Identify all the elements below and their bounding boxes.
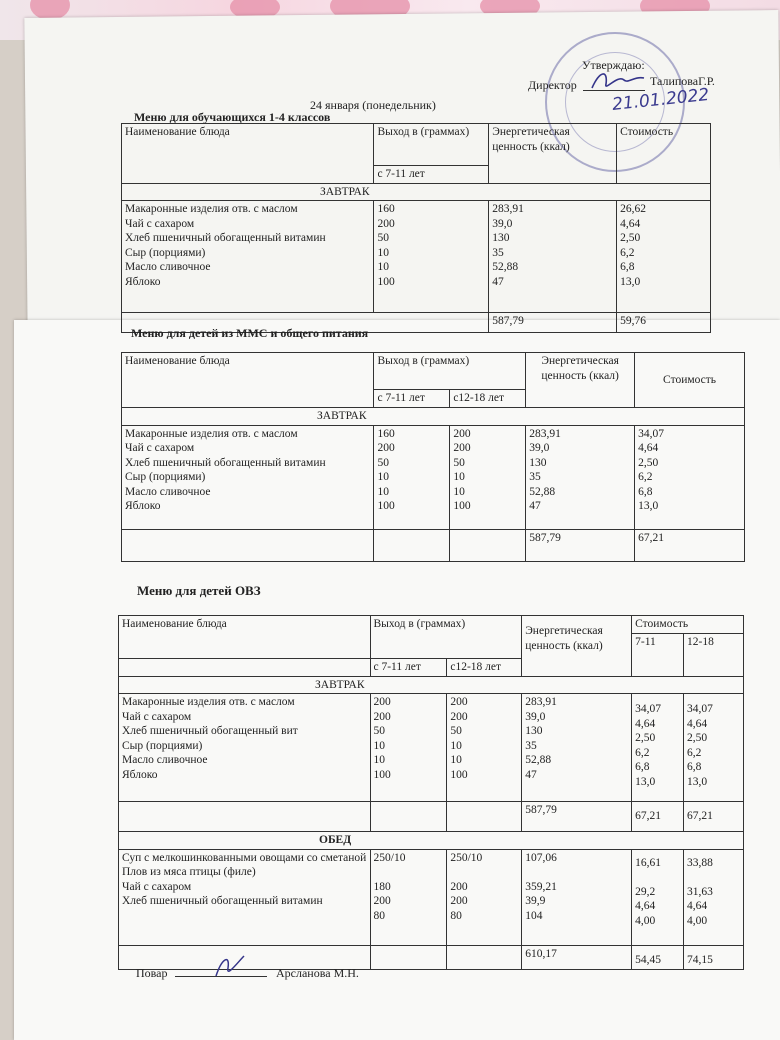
- dish-cost: 4,00: [635, 914, 656, 927]
- dish-name: Макаронные изделия отв. с маслом: [122, 696, 295, 708]
- dish-kcal: 130: [492, 232, 510, 244]
- dish-yield: 250/10: [373, 851, 406, 864]
- total-cost: 54,45: [632, 945, 684, 969]
- dish-kcal: 39,0: [525, 710, 546, 723]
- header-cost: Стоимость: [617, 124, 711, 184]
- dish-name: Хлеб пшеничный обогащенный витамин: [125, 456, 326, 469]
- dish-cost: 13,0: [620, 275, 641, 288]
- dish-yield: 250/10: [450, 851, 483, 864]
- dish-cost: 13,0: [635, 775, 656, 788]
- dish-name: Плов из мяса птицы (филе): [122, 866, 256, 878]
- meal-lunch: ОБЕД: [119, 832, 744, 850]
- dish-kcal: 35: [492, 246, 504, 259]
- dish-cost: 6,2: [638, 471, 653, 483]
- header-cost-7-11: 7-11: [632, 633, 684, 676]
- dish-cost: 13,0: [687, 775, 708, 788]
- dish-kcal: 283,91: [525, 696, 557, 708]
- meal-breakfast: ЗАВТРАК: [122, 183, 711, 201]
- header-energy: Энергетическая ценность (ккал): [526, 353, 635, 408]
- dish-yield: 100: [453, 500, 471, 512]
- director-signature-icon: [588, 66, 648, 94]
- dish-name: Хлеб пшеничный обогащенный витамин: [125, 232, 326, 244]
- dish-cost: 2,50: [635, 732, 656, 744]
- dish-cost: 29,2: [635, 885, 656, 898]
- total-cost: 67,21: [632, 802, 684, 832]
- dish-kcal: 52,88: [492, 261, 519, 273]
- dish-cost: 6,8: [635, 761, 650, 773]
- cook-label: Повар: [136, 966, 168, 980]
- dish-cost: 6,8: [687, 761, 702, 773]
- director-name: ТалиповаГ.Р.: [650, 74, 715, 88]
- dish-yield: 50: [453, 456, 465, 469]
- dish-kcal: 47: [529, 500, 541, 512]
- dish-kcal: 130: [525, 725, 543, 737]
- section2-title: Меню для детей из ММС и общего питания: [131, 326, 369, 340]
- dish-cost: 6,2: [635, 746, 650, 759]
- dish-yield: 200: [373, 696, 391, 708]
- header-age-7-11: с 7-11 лет: [374, 166, 489, 184]
- dish-yield: 200: [453, 442, 471, 454]
- dish-kcal: 35: [525, 739, 537, 752]
- meal-breakfast: ЗАВТРАК: [122, 408, 745, 426]
- dish-yield: 100: [377, 275, 395, 288]
- dish-cost: 34,07: [635, 703, 661, 715]
- total-cost: 67,21: [684, 802, 744, 832]
- header-age-12-18: с12-18 лет: [447, 659, 522, 677]
- header-age-7-11: с 7-11 лет: [370, 659, 447, 677]
- dish-name: Суп с мелкошинкованными овощами со сметаной: [122, 851, 367, 864]
- dish-yield: 50: [377, 232, 389, 244]
- dish-name: Масло сливочное: [125, 485, 211, 498]
- dish-name: Макаронные изделия отв. с маслом: [125, 203, 298, 215]
- header-age-12-18: с12-18 лет: [450, 390, 526, 408]
- dish-yield: 10: [377, 485, 389, 498]
- header-cost: Стоимость: [632, 616, 744, 634]
- dish-cost: 4,64: [620, 217, 641, 230]
- dish-name: Макаронные изделия отв. с маслом: [125, 427, 298, 440]
- dish-kcal: 52,88: [529, 485, 556, 498]
- section2-table: [121, 352, 745, 562]
- dish-yield: 160: [377, 203, 395, 215]
- dish-yield: 10: [453, 471, 465, 483]
- header-yield: Выход в (граммах): [370, 616, 522, 659]
- cook-name: Арсланова М.Н.: [276, 966, 359, 980]
- total-kcal: 587,79: [526, 529, 635, 561]
- dish-name: Яблоко: [125, 500, 161, 512]
- header-dish-name: Наименование блюда: [119, 616, 371, 659]
- menu-date: 24 января (понедельник): [310, 98, 436, 112]
- dish-name: Яблоко: [122, 768, 158, 781]
- dish-yield: 200: [377, 442, 395, 454]
- dish-name: Хлеб пшеничный обогащенный вит: [122, 725, 298, 737]
- dish-cost: 4,64: [687, 717, 708, 730]
- dish-yield: 200: [377, 217, 395, 230]
- dish-yield: 10: [373, 754, 385, 766]
- dish-yield: 100: [450, 768, 468, 781]
- header-dish-name: Наименование блюда: [122, 353, 374, 408]
- dish-yield: 180: [373, 880, 391, 893]
- table-row: [119, 849, 744, 945]
- dish-kcal: 104: [525, 909, 543, 922]
- dish-yield: 10: [450, 739, 462, 752]
- dish-yield: 10: [377, 471, 389, 483]
- dish-yield: 10: [373, 739, 385, 752]
- dish-cost: 13,0: [638, 500, 659, 512]
- dish-cost: 2,50: [687, 732, 708, 744]
- dish-kcal: 39,9: [525, 895, 546, 907]
- dish-kcal: 283,91: [529, 427, 561, 440]
- header-yield: Выход в (граммах): [374, 124, 489, 166]
- total-kcal: 610,17: [522, 945, 632, 969]
- table-row: [122, 201, 711, 313]
- dish-cost: 34,07: [687, 703, 713, 715]
- dish-yield: 200: [373, 710, 391, 723]
- dish-cost: 6,2: [620, 246, 635, 259]
- dish-cost: 34,07: [638, 427, 664, 440]
- cook-signature-icon: [212, 952, 248, 980]
- dish-cost: 6,2: [687, 746, 702, 759]
- dish-name: Масло сливочное: [122, 754, 208, 766]
- dish-yield: 160: [377, 427, 395, 440]
- dish-kcal: 47: [525, 768, 537, 781]
- dish-name: Чай с сахаром: [122, 710, 192, 723]
- dish-name: Яблоко: [125, 275, 161, 288]
- header-energy: Энергетическая ценность (ккал): [522, 616, 632, 677]
- total-row: [122, 529, 745, 561]
- meal-breakfast: ЗАВТРАК: [119, 676, 744, 694]
- dish-yield: 10: [450, 754, 462, 766]
- dish-kcal: 52,88: [525, 754, 552, 766]
- dish-yield: 10: [377, 261, 389, 273]
- dish-yield: 100: [377, 500, 395, 512]
- table-row: [119, 694, 744, 802]
- section1-table: [121, 123, 711, 333]
- dish-cost: 2,50: [638, 456, 659, 469]
- dish-cost: 4,64: [635, 900, 656, 912]
- dish-name: Сыр (порциями): [125, 471, 206, 483]
- dish-cost: 4,64: [638, 442, 659, 454]
- dish-cost: 31,63: [687, 885, 713, 898]
- dish-name: Сыр (порциями): [122, 739, 203, 752]
- dish-yield: 50: [373, 725, 385, 737]
- dish-cost: 33,88: [687, 856, 713, 869]
- dish-kcal: 107,06: [525, 851, 557, 864]
- dish-kcal: 39,0: [492, 217, 513, 230]
- dish-yield: 80: [373, 909, 385, 922]
- dish-kcal: 39,0: [529, 442, 550, 454]
- dish-yield: 80: [450, 909, 462, 922]
- dish-yield: 200: [450, 895, 468, 907]
- section3-table: [118, 615, 744, 970]
- dish-kcal: 283,91: [492, 203, 524, 215]
- dish-yield: 10: [377, 246, 389, 259]
- approve-label: Утверждаю:: [582, 58, 645, 72]
- dish-yield: 10: [453, 485, 465, 498]
- total-kcal: 587,79: [489, 313, 617, 333]
- dish-yield: 200: [450, 710, 468, 723]
- handwritten-date: 21.01.2022: [611, 84, 711, 116]
- header-energy: Энергетическая ценность (ккал): [489, 124, 617, 184]
- dish-kcal: 359,21: [525, 880, 557, 893]
- dish-yield: 200: [453, 427, 471, 440]
- dish-cost: 26,62: [620, 203, 646, 215]
- total-cost: 59,76: [617, 313, 711, 333]
- dish-cost: 4,64: [687, 900, 708, 912]
- dish-yield: 50: [450, 725, 462, 737]
- dish-kcal: 130: [529, 456, 547, 469]
- director-label: Директор: [528, 78, 577, 92]
- dish-name: Чай с сахаром: [125, 442, 195, 454]
- dish-cost: 6,8: [638, 485, 653, 498]
- dish-yield: 200: [450, 880, 468, 893]
- dish-cost: 16,61: [635, 856, 661, 869]
- dish-cost: 6,8: [620, 261, 635, 273]
- dish-cost: 2,50: [620, 232, 641, 244]
- dish-yield: 50: [377, 456, 389, 469]
- dish-name: Чай с сахаром: [122, 880, 192, 893]
- header-dish-name: Наименование блюда: [122, 124, 374, 184]
- dish-name: Сыр (порциями): [125, 246, 206, 259]
- header-cost-12-18: 12-18: [684, 633, 744, 676]
- header-age-7-11: с 7-11 лет: [374, 390, 450, 408]
- dish-kcal: 47: [492, 275, 504, 288]
- dish-name: Хлеб пшеничный обогащенный витамин: [122, 895, 323, 907]
- table-row: [122, 425, 745, 529]
- total-cost: 67,21: [635, 529, 745, 561]
- dish-name: Чай с сахаром: [125, 217, 195, 230]
- header-cost: Стоимость: [635, 353, 745, 408]
- dish-name: Масло сливочное: [125, 261, 211, 273]
- total-kcal: 587,79: [522, 802, 632, 832]
- dish-cost: 4,64: [635, 717, 656, 730]
- dish-yield: 200: [450, 696, 468, 708]
- dish-yield: 200: [373, 895, 391, 907]
- dish-yield: 100: [373, 768, 391, 781]
- dish-cost: 4,00: [687, 914, 708, 927]
- section3-title: Меню для детей ОВЗ: [137, 583, 261, 598]
- section1-title: Меню для обучающихся 1-4 классов: [134, 110, 331, 124]
- total-cost: 74,15: [684, 945, 744, 969]
- total-row: [119, 802, 744, 832]
- header-yield: Выход в (граммах): [374, 353, 526, 390]
- dish-kcal: 35: [529, 471, 541, 483]
